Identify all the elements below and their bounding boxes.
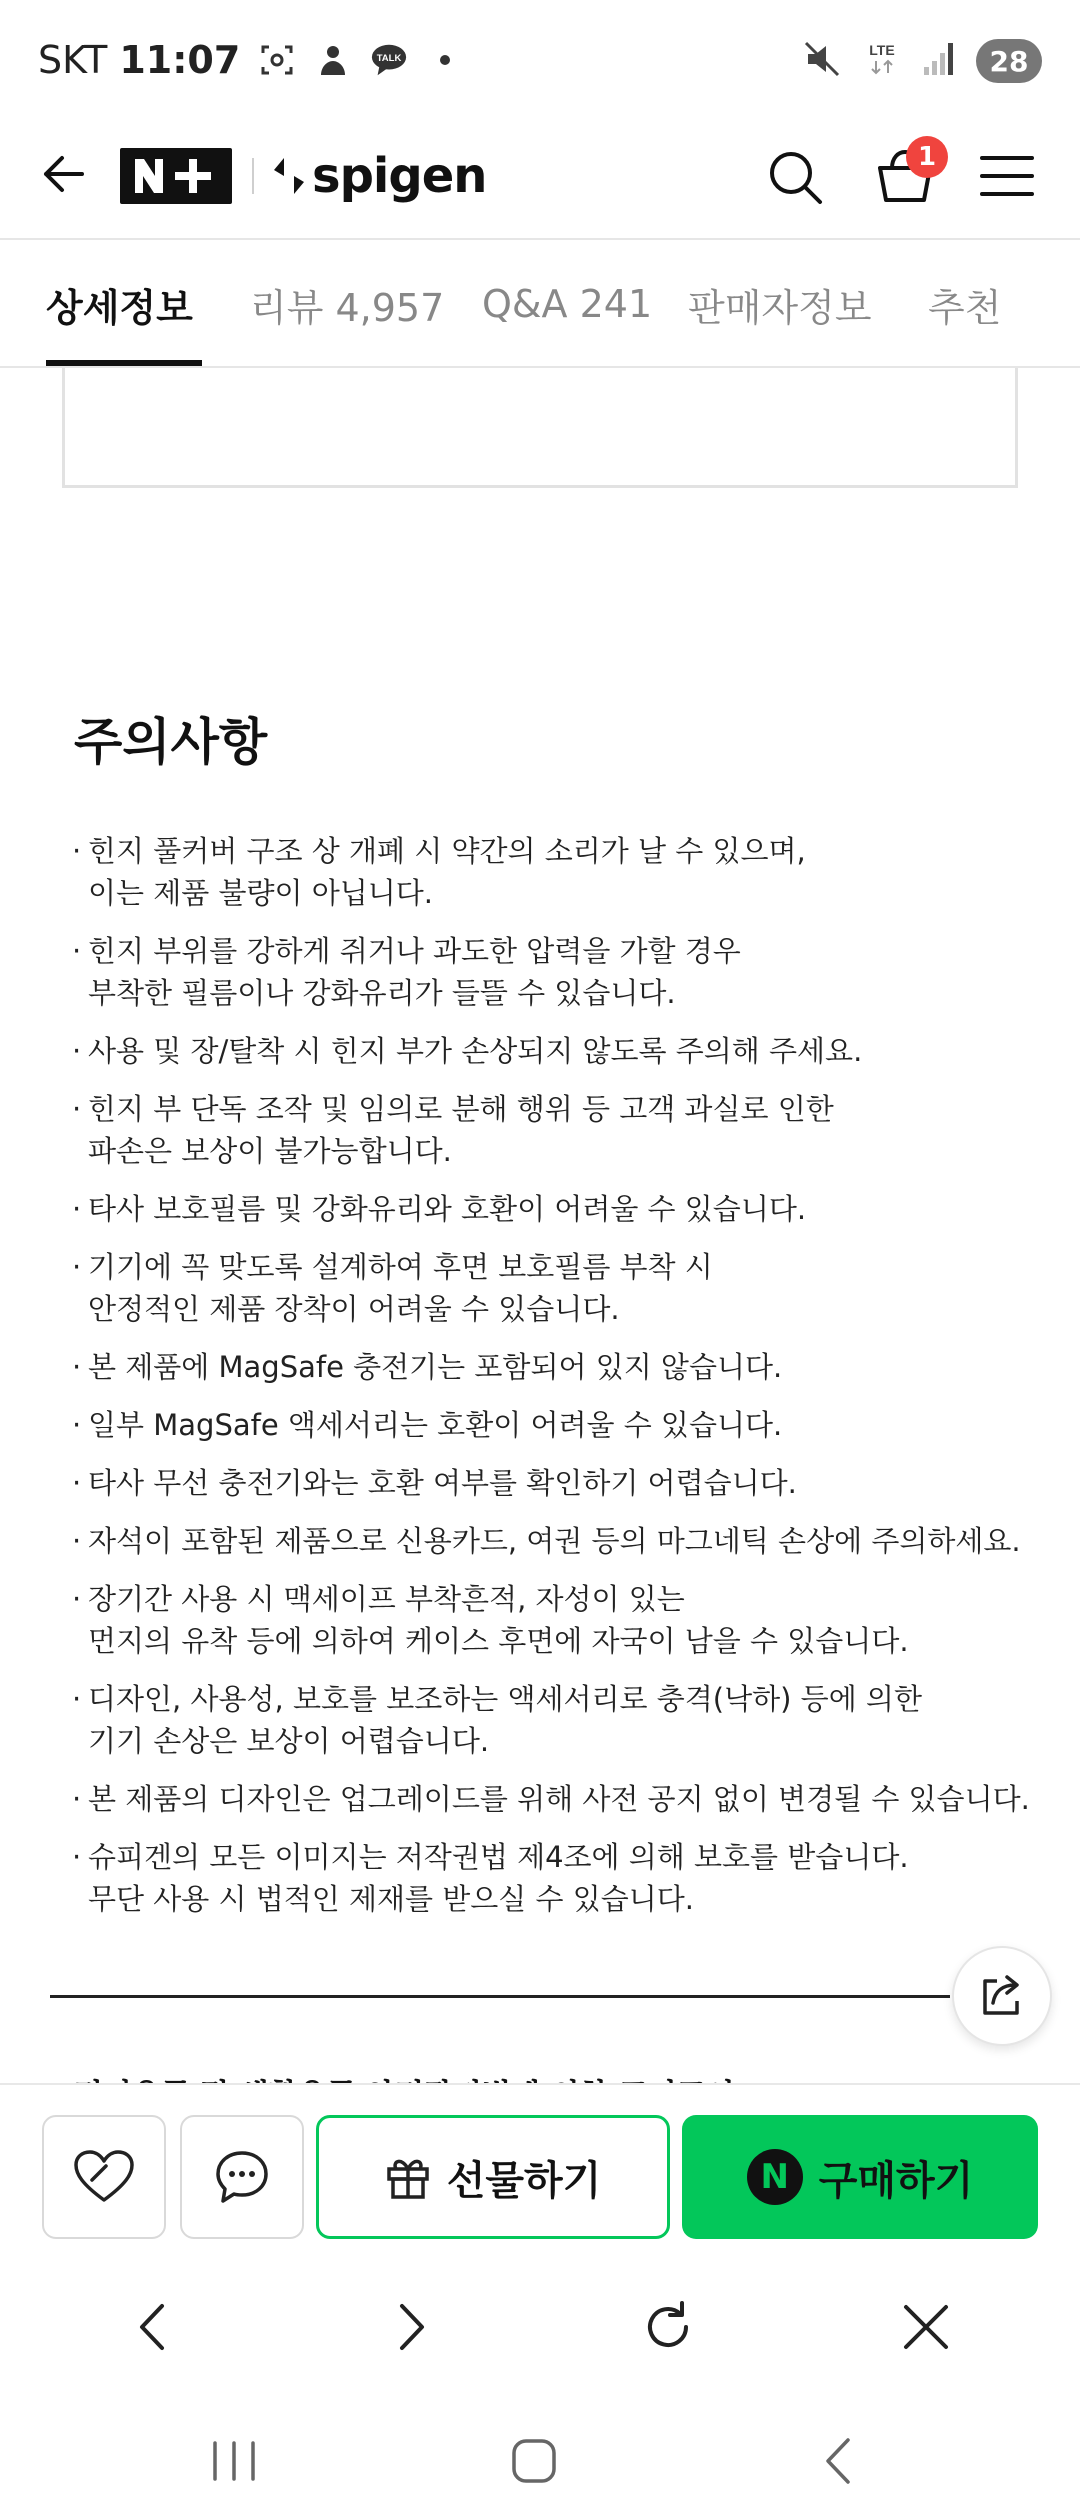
list-item [72,1520,1032,1562]
recent-apps-icon [209,2439,259,2483]
notice-text: 힌지 부위를 강하게 쥐거나 과도한 압력을 가할 경우 부착한 필름이나 강화유리가 들뜰 수 있습니다. [88,934,741,1010]
search-button[interactable] [766,148,826,208]
screenshot-icon [258,41,296,79]
gift-button[interactable] [316,2115,670,2239]
chat-bubble-icon [212,2147,272,2207]
bullet: · [72,1350,82,1384]
notice-text: 사용 및 장/탈착 시 힌지 부가 손상되지 않도록 주의해 주세요. [88,1034,863,1068]
notice-text: 타사 무선 충전기와는 호환 여부를 확인하기 어렵습니다. [88,1466,797,1500]
browser-forward-button[interactable] [380,2297,440,2357]
notice-text: 일부 MagSafe 액세서리는 호환이 어려울 수 있습니다. [88,1408,783,1442]
product-tabs [0,242,1080,368]
svg-text:LTE: LTE [869,42,895,58]
status-bar [0,0,1080,118]
list-item [72,1246,1032,1330]
bullet: · [72,1582,82,1616]
svg-text:TALK: TALK [376,52,402,64]
bullet: · [72,934,82,968]
tab-seller-info[interactable]: 판매자정보 [688,285,872,330]
buy-button-label: 구매하기 [818,2157,974,2204]
home-icon [509,2436,559,2486]
menu-button[interactable] [980,154,1034,198]
notice-text: 힌지 풀커버 구조 상 개폐 시 약간의 소리가 날 수 있으며, 이는 제품 불량이 아닙니다. [88,834,806,910]
logo-divider [252,158,254,194]
reload-button[interactable] [638,2297,698,2357]
mute-icon [802,39,842,83]
recent-apps-button[interactable] [204,2433,264,2489]
bullet: · [72,1250,82,1284]
spigen-mark-icon [272,156,306,196]
refresh-icon [640,2299,696,2355]
browser-back-button[interactable] [124,2297,184,2357]
notice-text: 슈피겐의 모든 이미지는 저작권법 제4조에 의해 보호를 받습니다. 무단 사용 시 법적인 제재를 받으실 수 있습니다. [88,1840,909,1916]
tab-detail[interactable]: 상세정보 [46,285,193,330]
naver-pay-icon: N [747,2149,803,2205]
search-icon [766,148,826,208]
list-item [72,1346,1032,1388]
notice-text: 본 제품의 디자인은 업그레이드를 위해 사전 공지 없이 변경될 수 있습니다. [88,1782,1030,1816]
caution-title: 주의사항 [74,713,268,771]
browser-toolbar [0,2253,1080,2403]
bullet: · [72,1524,82,1558]
caution-list [72,830,1032,1936]
content-box-edge [62,368,1018,488]
list-item [72,1404,1032,1446]
hamburger-menu-icon [980,154,1034,198]
share-icon [975,1969,1029,2023]
section-divider [50,1995,950,1998]
share-button[interactable] [952,1946,1052,2046]
bullet: · [72,1192,82,1226]
system-back-button[interactable] [808,2433,868,2489]
tab-reviews[interactable]: 리뷰 4,957 [250,285,445,330]
active-tab-indicator [46,360,202,366]
bullet: · [72,1682,82,1716]
back-button[interactable] [38,148,90,200]
system-navigation-bar [0,2403,1080,2520]
bullet: · [72,1092,82,1126]
tab-qna[interactable]: Q&A 241 [482,282,653,326]
naver-plus-logo[interactable] [120,148,232,204]
list-item [72,1030,1032,1072]
list-item [72,830,1032,914]
list-item [72,1778,1032,1820]
bullet: · [72,1782,82,1816]
carrier-label: SKT [38,38,108,82]
notice-text: 장기간 사용 시 맥세이프 부착흔적, 자성이 있는 먼지의 유착 등에 의하여 케이스 후면에 자국이 남을 수 있습니다. [88,1582,909,1658]
signal-icon [922,39,956,83]
bullet: · [72,1034,82,1068]
list-item [72,930,1032,1014]
kakaotalk-icon [370,41,408,79]
lte-icon [862,39,902,83]
list-item [72,1578,1032,1662]
bullet: · [72,1840,82,1874]
clock: 11:07 [119,38,241,82]
gift-button-label: 선물하기 [446,2157,602,2204]
heart-icon [72,2148,136,2206]
chevron-right-icon [390,2302,430,2352]
bullet: · [72,1408,82,1442]
bullet: · [72,834,82,868]
notification-dot-icon [426,41,464,79]
bullet: · [72,1466,82,1500]
close-browser-button[interactable] [896,2297,956,2357]
tab-recommend[interactable]: 추천 [928,285,1002,330]
notice-text: 기기에 꼭 맞도록 설계하여 후면 보호필름 부착 시 안정적인 제품 장착이 어려울 수 있습니다. [88,1250,713,1326]
cart-count-badge: 1 [906,136,948,178]
notice-text: 타사 보호필름 및 강화유리와 호환이 어려울 수 있습니다. [88,1192,807,1226]
notice-text: 자석이 포함된 제품으로 신용카드, 여권 등의 마그네틱 손상에 주의하세요. [88,1524,1021,1558]
list-item [72,1678,1032,1762]
list-item [72,1088,1032,1172]
assistant-icon [314,41,352,79]
chevron-left-icon [134,2302,174,2352]
list-item [72,1462,1032,1504]
chat-button[interactable] [180,2115,304,2239]
system-back-icon [818,2436,858,2486]
wishlist-button[interactable] [42,2115,166,2239]
brand-name: spigen [312,148,487,204]
gift-icon [385,2153,431,2201]
list-item [72,1836,1032,1920]
list-item [72,1188,1032,1230]
purchase-action-bar [0,2083,1080,2253]
app-header [0,118,1080,240]
notice-text: 본 제품에 MagSafe 충전기는 포함되어 있지 않습니다. [88,1350,783,1384]
battery-indicator: 28 [976,39,1042,83]
notice-text: 디자인, 사용성, 보호를 보조하는 액세서리로 충격(낙하) 등에 의한 기기 손상은 보상이 어렵습니다. [88,1682,922,1758]
notice-text: 힌지 부 단독 조작 및 임의로 분해 행위 등 고객 과실로 인한 파손은 보상이 불가능합니다. [88,1092,834,1168]
buy-button[interactable] [682,2115,1038,2239]
home-button[interactable] [504,2433,564,2489]
spigen-logo[interactable] [272,146,486,206]
arrow-left-icon [38,148,90,200]
close-icon [902,2303,950,2351]
